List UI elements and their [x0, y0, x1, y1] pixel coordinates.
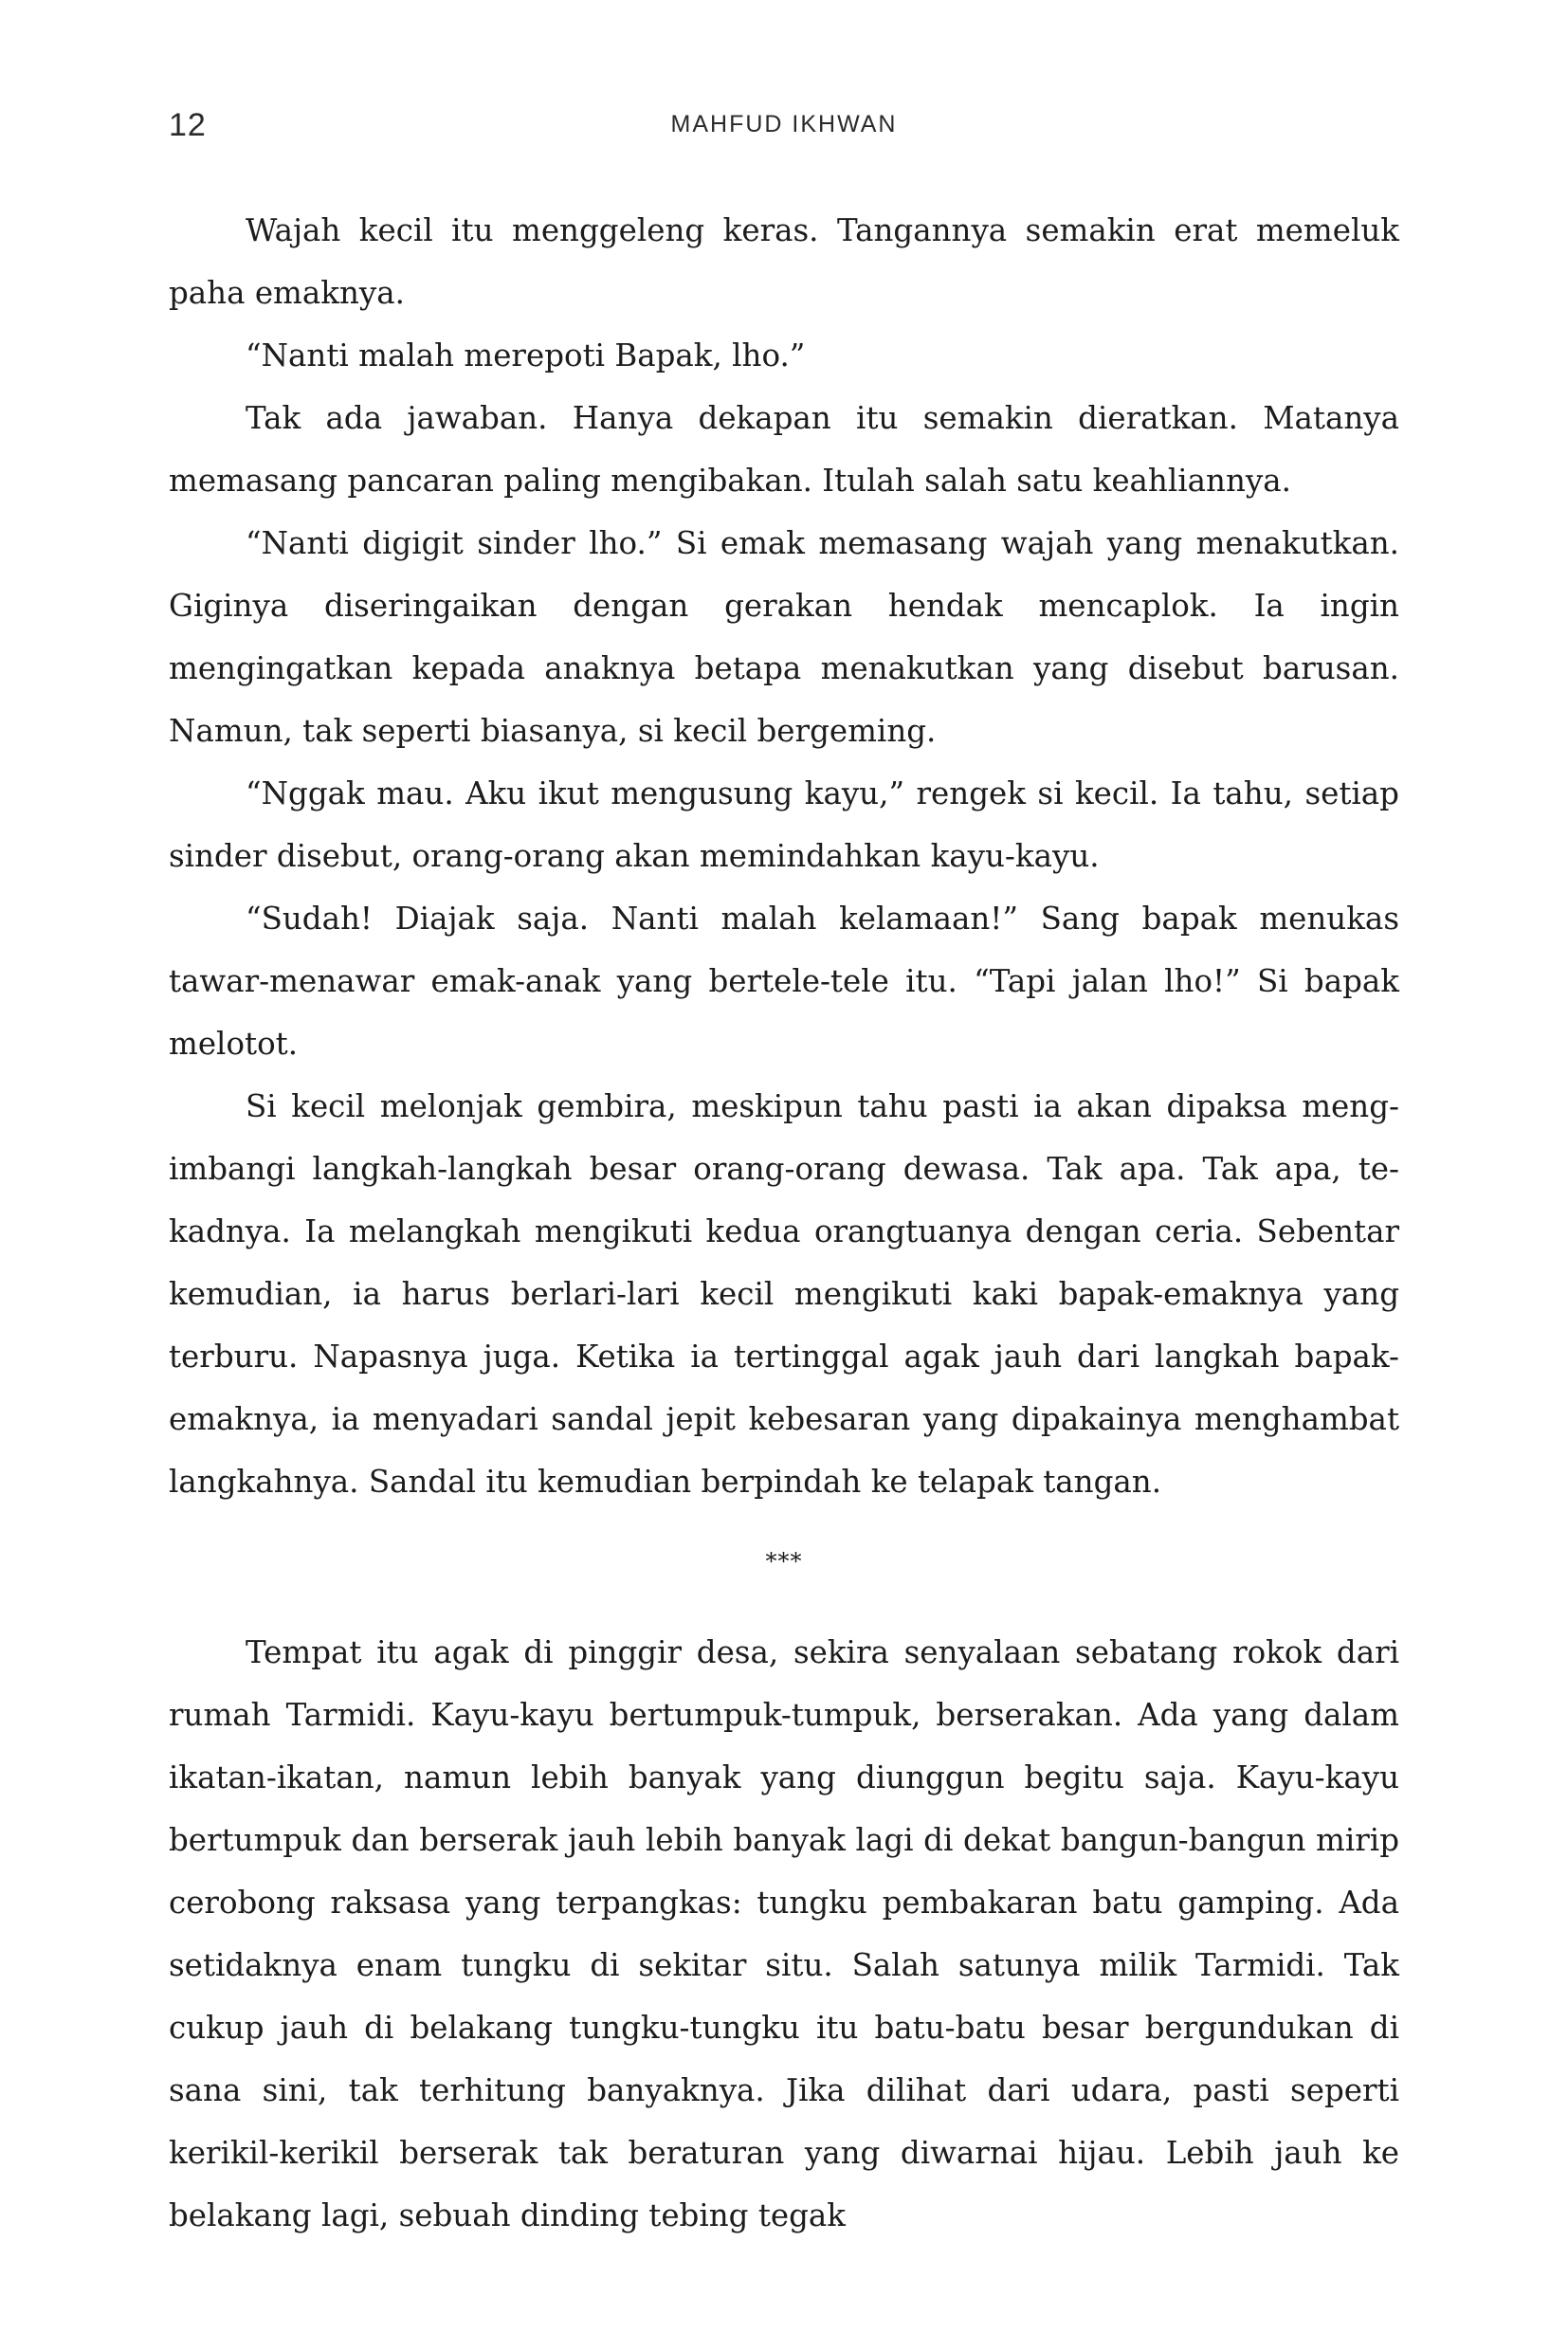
paragraph: Si kecil melonjak gembira, meskipun tahu pasti ia akan dipaksa mengimbangi langkah-langkah besar orang-orang dewasa. Tak apa. Tak apa, tekadnya. Ia melangkah mengikuti kedua orangtuanya dengan ceria. Sebentar kemudian, ia harus berlari-lari kecil mengikuti kaki bapak-emaknya yang terburu. Napasnya juga. Ketika ia tertinggal agak jauh dari langkah bapak-emaknya, ia menyadari sandal jepit kebesaran yang dipakainya menghambat langkahnya. Sandal itu kemudian berpindah ke telapak tangan.: [169, 1088, 1399, 1500]
paragraph: Wajah kecil itu menggeleng keras. Tangannya semakin erat memeluk paha emaknya.: [169, 212, 1399, 311]
paragraph: Tempat itu agak di pinggir desa, sekira senyalaan sebatang rokok dari rumah Tarmidi. Kayu-kayu bertumpuk-tumpuk, berserakan. Ada yang dalam ikatan-ikatan, namun lebih banyak yang diunggun begitu saja. Kayu-kayu bertumpuk dan berserak jauh lebih banyak lagi di dekat bangun-bangun mirip cerobong raksasa yang terpangkas: tungku pembakaran batu gamping. Ada setidaknya enam tungku di sekitar situ. Salah satunya milik Tarmidi. Tak cukup jauh di belakang tungku-tungku itu batu-batu besar bergundukan di sana sini, tak terhitung banyaknya. Jika dilihat dari udara, pasti seperti kerikil-kerikil berserak tak beraturan yang diwarnai hijau. Lebih jauh ke belakang lagi, sebuah dinding tebing tegak: [169, 1634, 1399, 2233]
page-header: [169, 107, 1399, 155]
paragraph: “Nanti digigit sinder lho.” Si emak memasang wajah yang menakutkan. Giginya diseringaikan dengan gerakan hendak mencaplok. Ia ingin mengingatkan kepada anaknya betapa menakutkan yang disebut barusan. Namun, tak seperti biasanya, si kecil bergeming.: [169, 525, 1399, 749]
scene-break: ***: [765, 1548, 803, 1575]
running-head: MAHFUD IKHWAN: [670, 111, 898, 137]
paragraph: “Nggak mau. Aku ikut mengusung kayu,” rengek si kecil. Ia tahu, setiap sinder disebut, orang-orang akan memindahkan kayu-kayu.: [169, 775, 1399, 874]
page-number: 12: [169, 107, 207, 143]
paragraph: Tak ada jawaban. Hanya dekapan itu semakin dieratkan. Matanya memasang pancaran paling mengibakan. Itulah salah satu keahliannya.: [169, 400, 1399, 499]
body-text: [169, 199, 1399, 2247]
paragraph: “Nanti malah merepoti Bapak, lho.”: [246, 337, 806, 374]
paragraph: “Sudah! Diajak saja. Nanti malah kelamaan!” Sang bapak menukas tawar-menawar emak-anak yang bertele-tele itu. “Tapi jalan lho!” Si bapak melotot.: [169, 901, 1399, 1062]
